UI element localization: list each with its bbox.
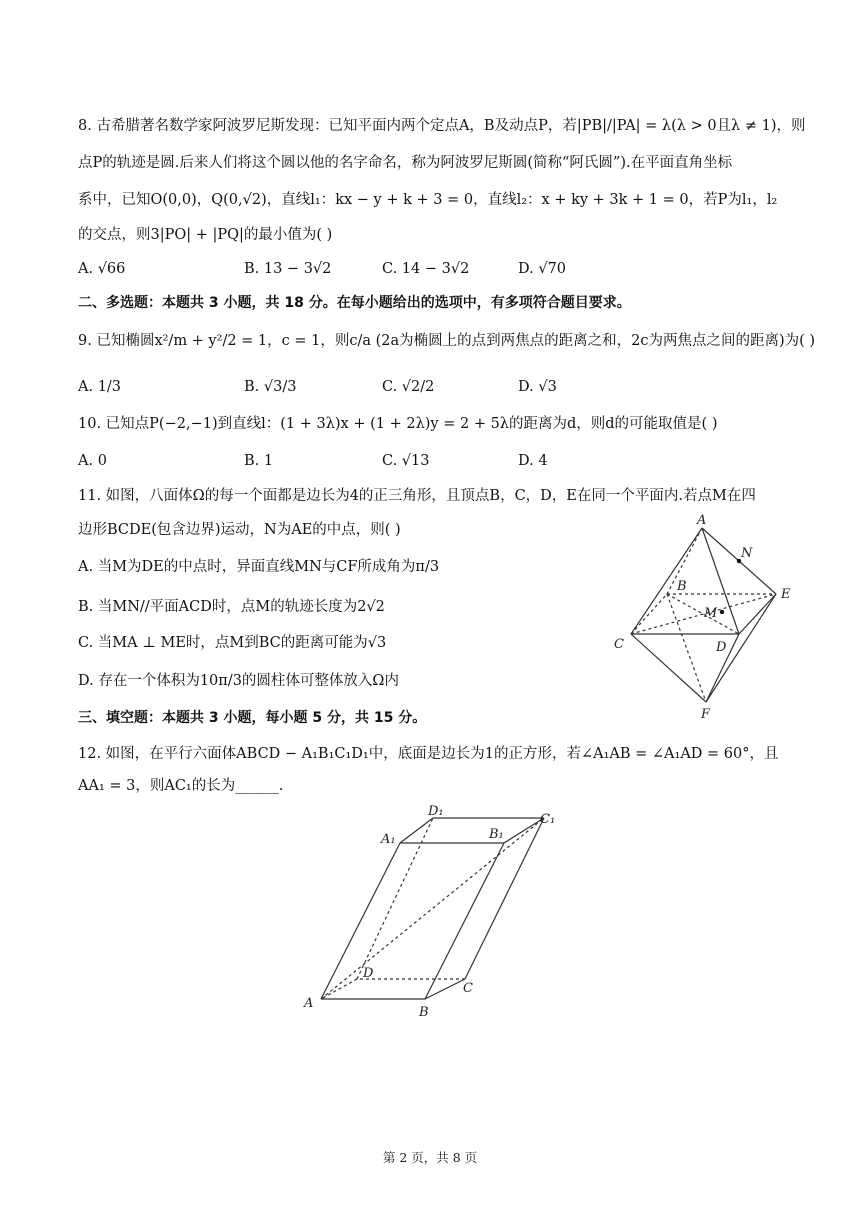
parallelepiped-label-a1: A₁	[381, 832, 396, 847]
octahedron-label-c: C	[614, 637, 624, 652]
q9-option-d: D. √3	[518, 379, 557, 395]
q8-option-c: C. 14 − 3√2	[382, 261, 470, 277]
parallelepiped-figure	[295, 795, 575, 1025]
q10-option-d: D. 4	[518, 453, 548, 469]
q11-line2: 边形BCDE(包含边界)运动，N为AE的中点，则( )	[78, 522, 401, 538]
q10-line1: 10. 已知点P(−2,−1)到直线l：(1 + 3λ)x + (1 + 2λ)y = 2 + 5λ的距离为d，则d的可能取值是( )	[78, 416, 718, 432]
q9-option-c: C. √2/2	[382, 379, 435, 395]
q8-line3: 系中，已知O(0,0)，Q(0,√2)，直线l₁：kx − y + k + 3 = 0，直线l₂：x + ky + 3k + 1 = 0，若P为l₁，l₂	[78, 192, 778, 208]
q9-option-b: B. √3/3	[244, 379, 297, 395]
q8-line1: 8. 古希腊著名数学家阿波罗尼斯发现：已知平面内两个定点A，B及动点P，若|PB|/|PA| = λ(λ > 0且λ ≠ 1)，则	[78, 118, 806, 134]
q12-line1: 12. 如图，在平行六面体ABCD − A₁B₁C₁D₁中，底面是边长为1的正方形，若∠A₁AB = ∠A₁AD = 60°，且	[78, 746, 779, 762]
parallelepiped-label-c1: C₁	[540, 812, 556, 827]
q11-option-a: A. 当M为DE的中点时，异面直线MN与CF所成角为π/3	[78, 559, 440, 575]
q8-line4: 的交点，则3|PO| + |PQ|的最小值为( )	[78, 227, 333, 243]
q8-option-b: B. 13 − 3√2	[244, 261, 332, 277]
q10-option-b: B. 1	[244, 453, 274, 469]
parallelepiped-label-a: A	[304, 996, 314, 1011]
octahedron-label-n: N	[741, 546, 753, 561]
q9-line1: 9. 已知椭圆x²/m + y²/2 = 1，c = 1，则c/a (2a为椭圆上的点到两焦点的距离之和，2c为两焦点之间的距离)为( )	[78, 333, 816, 349]
section-header-multiple-choice: 二、多选题：本题共 3 小题，共 18 分。在每小题给出的选项中，有多项符合题目要求。	[78, 295, 631, 311]
q11-option-b: B. 当MN//平面ACD时，点M的轨迹长度为2√2	[78, 599, 385, 615]
octahedron-label-e: E	[781, 587, 791, 602]
page-footer: 第 2 页，共 8 页	[382, 1150, 478, 1165]
section-header-fill-in: 三、填空题：本题共 3 小题，每小题 5 分，共 15 分。	[78, 710, 427, 726]
octahedron-label-m: M	[704, 606, 718, 621]
q8-line2: 点P的轨迹是圆.后来人们将这个圆以他的名字命名，称为阿波罗尼斯圆(简称“阿氏圆”).在平面直角坐标	[78, 155, 733, 171]
octahedron-label-f: F	[701, 707, 711, 721]
parallelepiped-label-d1: D₁	[428, 804, 444, 819]
parallelepiped-label-b: B	[419, 1005, 429, 1020]
q11-option-c: C. 当MA ⊥ ME时，点M到BC的距离可能为√3	[78, 635, 387, 651]
q11-line1: 11. 如图，八面体Ω的每一个面都是边长为4的正三角形，且顶点B，C，D，E在同一个平面内.若点M在四	[78, 488, 756, 504]
q9-option-a: A. 1/3	[78, 379, 122, 395]
q10-option-a: A. 0	[78, 453, 107, 469]
q10-option-c: C. √13	[382, 453, 430, 469]
q8-option-a: A. √66	[78, 261, 126, 277]
q11-option-d: D. 存在一个体积为10π/3的圆柱体可整体放入Ω内	[78, 673, 399, 689]
octahedron-label-b: B	[677, 579, 687, 594]
q12-line2: AA₁ = 3，则AC₁的长为______.	[78, 778, 284, 794]
octahedron-label-d: D	[716, 640, 727, 655]
parallelepiped-label-c: C	[463, 981, 473, 996]
octahedron-label-a: A	[697, 513, 707, 528]
q8-option-d: D. √70	[518, 261, 567, 277]
octahedron-figure	[600, 506, 810, 721]
parallelepiped-label-d: D	[363, 966, 374, 981]
parallelepiped-label-b1: B₁	[489, 827, 504, 842]
